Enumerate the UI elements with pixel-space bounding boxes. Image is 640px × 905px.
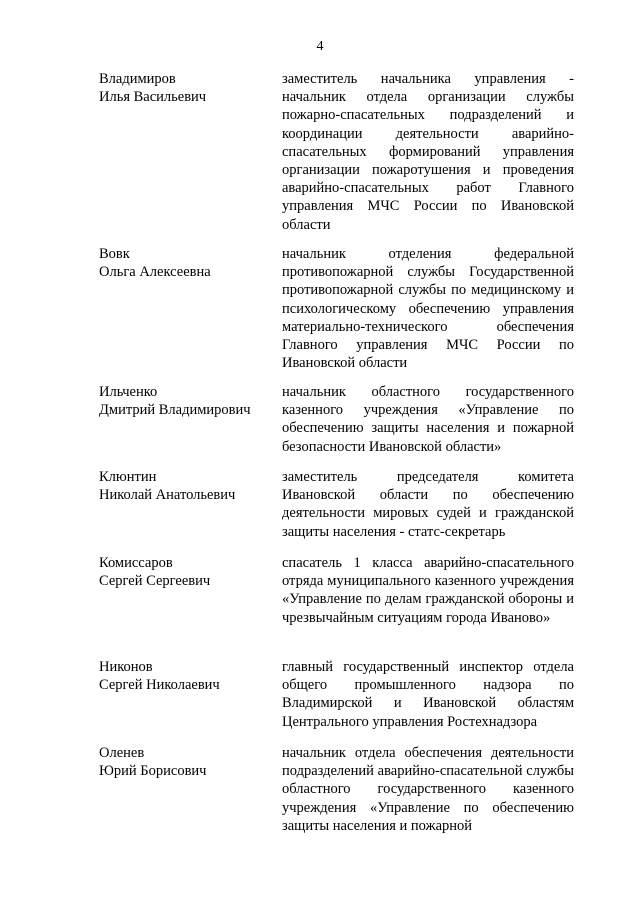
page-number: 4	[316, 39, 324, 54]
given-name: Николай Анатольевич	[99, 487, 236, 503]
given-name: Сергей Сергеевич	[99, 573, 211, 589]
person-name	[99, 744, 282, 844]
person-name	[99, 658, 282, 744]
person-name	[99, 468, 282, 554]
position-description: заместитель начальника управления - начальник отдела организации службы пожарно-спасательных подразделений и координации деятельности аварийно-спасательных формирований управления организации пожаротушения и проведения аварийно-спасательных работ Главного управления МЧС России по Ивановской области	[282, 71, 574, 233]
position-description: спасатель 1 класса аварийно-спасательного отряда муниципального казенного учреждения «Управление по делам гражданской обороны и чрезвычайным ситуациям города Иваново»	[282, 555, 574, 626]
person-name	[99, 245, 282, 383]
person-name	[99, 383, 282, 468]
surname: Ильченко	[99, 384, 158, 400]
position-description: заместитель председателя комитета Ивановской области по обеспечению деятельности мировых судей и гражданской защиты населения - статс-секретарь	[282, 469, 574, 540]
given-name: Дмитрий Владимирович	[99, 402, 251, 418]
list-item	[99, 468, 574, 554]
position-description: начальник отдела обеспечения деятельности подразделений аварийно-спасательной службы областного государственного казенного учреждения «Управление по обеспечению защиты населения и пожарной	[282, 745, 574, 834]
surname: Клюнтин	[99, 469, 157, 485]
list-item	[99, 744, 574, 844]
given-name: Сергей Николаевич	[99, 677, 220, 693]
list-item	[99, 245, 574, 383]
position-description: начальник областного государственного казенного учреждения «Управление по обеспечению защиты населения и пожарной безопасности Ивановской области»	[282, 384, 574, 455]
given-name: Ольга Алексеевна	[99, 264, 211, 280]
person-name	[99, 70, 282, 245]
list-item	[99, 554, 574, 658]
position-description: главный государственный инспектор отдела общего промышленного надзора по Владимирской и Ивановской областям Центрального управления Ростехнадзора	[282, 659, 574, 730]
given-name: Илья Васильевич	[99, 89, 207, 105]
list-item	[99, 70, 574, 245]
surname: Вовк	[99, 246, 130, 262]
surname: Комиссаров	[99, 555, 173, 571]
list-item	[99, 383, 574, 468]
person-name	[99, 554, 282, 658]
list-item	[99, 658, 574, 744]
surname: Владимиров	[99, 71, 176, 87]
position-description: начальник отделения федеральной противопожарной службы Государственной противопожарной службы по медицинскому и психологическому обеспечению управления материально-технического обеспечения Главного управления МЧС России по Ивановской области	[282, 246, 574, 372]
personnel-list	[99, 70, 574, 844]
given-name: Юрий Борисович	[99, 763, 207, 779]
surname: Оленев	[99, 745, 145, 761]
surname: Никонов	[99, 659, 153, 675]
